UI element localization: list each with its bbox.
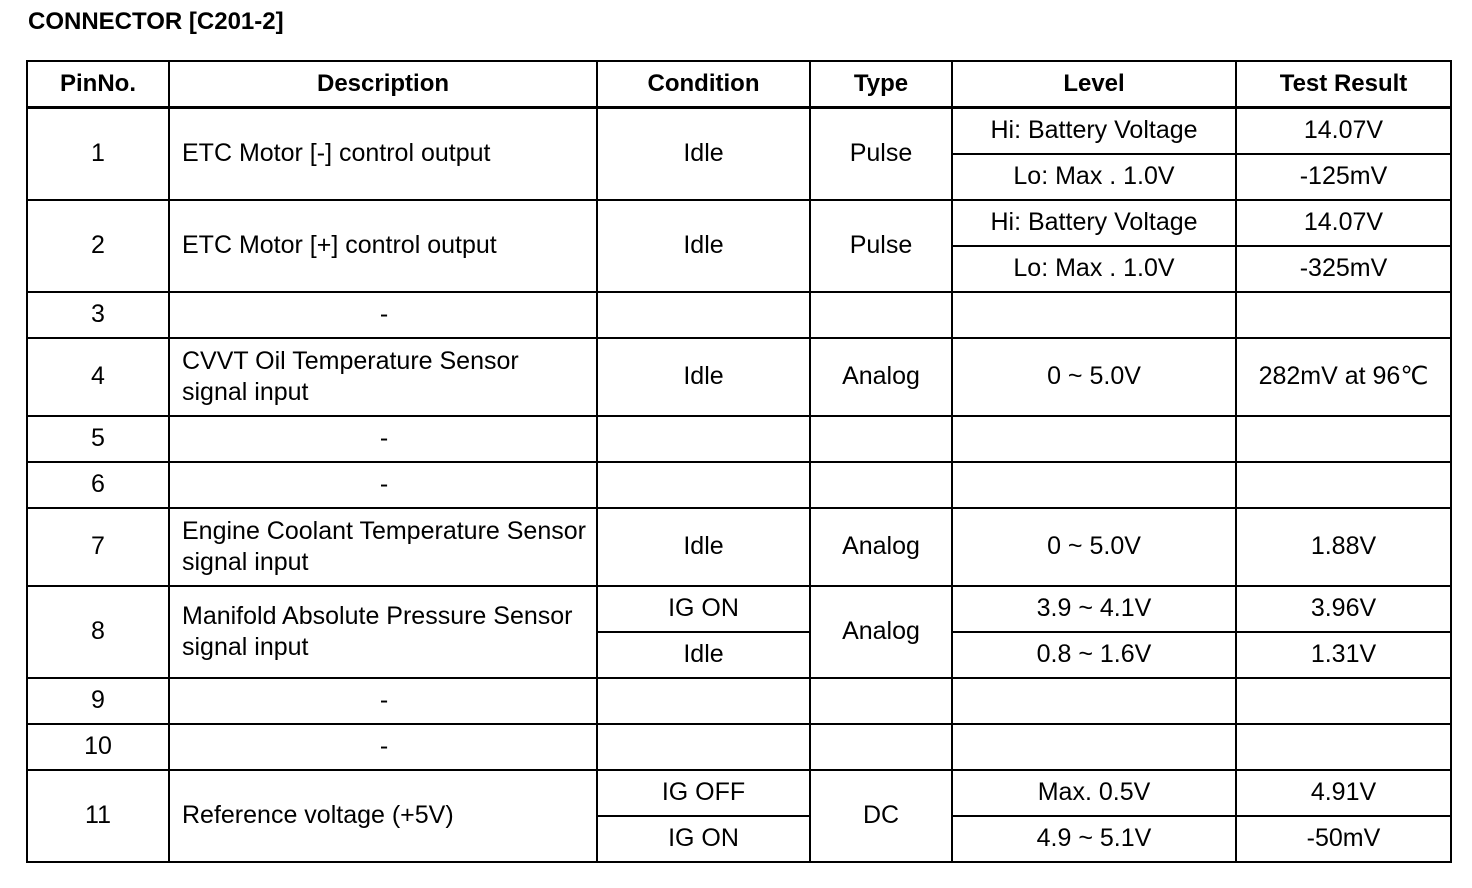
pin-condition: [597, 678, 810, 724]
pin-condition: IG ON: [597, 816, 810, 862]
connector-pin-table: [26, 60, 1452, 863]
pin-number: 9: [27, 678, 169, 724]
pin-number: 10: [27, 724, 169, 770]
table-row: [27, 108, 1451, 155]
pin-number: 1: [27, 108, 169, 201]
pin-level: 0.8 ~ 1.6V: [952, 632, 1236, 678]
table-row: [27, 586, 1451, 632]
pin-condition: [597, 292, 810, 338]
pin-type: [810, 292, 952, 338]
pin-test-result: [1236, 678, 1451, 724]
pin-description: -: [169, 724, 597, 770]
pin-test-result: -125mV: [1236, 154, 1451, 200]
table-row: [27, 508, 1451, 586]
pin-type: Analog: [810, 338, 952, 416]
pin-description: Reference voltage (+5V): [169, 770, 597, 862]
pin-test-result: -325mV: [1236, 246, 1451, 292]
pin-level: 0 ~ 5.0V: [952, 508, 1236, 586]
pin-level: Lo: Max . 1.0V: [952, 154, 1236, 200]
pin-condition: Idle: [597, 108, 810, 201]
pin-type: [810, 678, 952, 724]
pin-condition: [597, 416, 810, 462]
pin-test-result: [1236, 416, 1451, 462]
pin-description: CVVT Oil Temperature Sensor signal input: [169, 338, 597, 416]
pin-level: 4.9 ~ 5.1V: [952, 816, 1236, 862]
pin-condition: Idle: [597, 200, 810, 292]
pin-description: Engine Coolant Temperature Sensor signal input: [169, 508, 597, 586]
pin-level: [952, 292, 1236, 338]
pin-test-result: 1.88V: [1236, 508, 1451, 586]
pin-condition: IG ON: [597, 586, 810, 632]
header-level: Level: [952, 61, 1236, 108]
pin-level: Hi: Battery Voltage: [952, 108, 1236, 155]
pin-level: [952, 462, 1236, 508]
pin-description: ETC Motor [+] control output: [169, 200, 597, 292]
table-row: [27, 462, 1451, 508]
pin-type: DC: [810, 770, 952, 862]
header-condition: Condition: [597, 61, 810, 108]
table-row: [27, 292, 1451, 338]
pin-level: 0 ~ 5.0V: [952, 338, 1236, 416]
pin-description: -: [169, 462, 597, 508]
pin-description: -: [169, 416, 597, 462]
pin-test-result: [1236, 724, 1451, 770]
pin-test-result: 282mV at 96℃: [1236, 338, 1451, 416]
pin-number: 3: [27, 292, 169, 338]
pin-description: Manifold Absolute Pressure Sensor signal input: [169, 586, 597, 678]
pin-number: 6: [27, 462, 169, 508]
pin-number: 7: [27, 508, 169, 586]
table-row: [27, 724, 1451, 770]
pin-test-result: 4.91V: [1236, 770, 1451, 816]
pin-level: Max. 0.5V: [952, 770, 1236, 816]
pin-condition: Idle: [597, 508, 810, 586]
pin-type: Analog: [810, 586, 952, 678]
table-row: [27, 678, 1451, 724]
pin-condition: IG OFF: [597, 770, 810, 816]
header-pin-no: PinNo.: [27, 61, 169, 108]
pin-condition: Idle: [597, 338, 810, 416]
table-row: [27, 338, 1451, 416]
pin-condition: Idle: [597, 632, 810, 678]
pin-level: 3.9 ~ 4.1V: [952, 586, 1236, 632]
pin-level: Hi: Battery Voltage: [952, 200, 1236, 246]
pin-number: 5: [27, 416, 169, 462]
pin-test-result: [1236, 462, 1451, 508]
pin-type: Pulse: [810, 200, 952, 292]
table-header-row: [27, 61, 1451, 108]
pin-level: [952, 678, 1236, 724]
table-row: [27, 416, 1451, 462]
pin-description: -: [169, 678, 597, 724]
header-type: Type: [810, 61, 952, 108]
pin-test-result: -50mV: [1236, 816, 1451, 862]
pin-test-result: [1236, 292, 1451, 338]
pin-description: -: [169, 292, 597, 338]
pin-test-result: 3.96V: [1236, 586, 1451, 632]
pin-type: Analog: [810, 508, 952, 586]
pin-number: 4: [27, 338, 169, 416]
header-test-result: Test Result: [1236, 61, 1451, 108]
header-description: Description: [169, 61, 597, 108]
pin-description: ETC Motor [-] control output: [169, 108, 597, 201]
table-row: [27, 770, 1451, 816]
pin-condition: [597, 724, 810, 770]
pin-level: Lo: Max . 1.0V: [952, 246, 1236, 292]
pin-type: [810, 416, 952, 462]
pin-type: [810, 724, 952, 770]
pin-level: [952, 724, 1236, 770]
pin-level: [952, 416, 1236, 462]
connector-title: CONNECTOR [C201-2]: [28, 8, 284, 35]
table-row: [27, 200, 1451, 246]
pin-test-result: 14.07V: [1236, 200, 1451, 246]
pin-type: [810, 462, 952, 508]
pin-number: 8: [27, 586, 169, 678]
pin-number: 11: [27, 770, 169, 862]
pin-number: 2: [27, 200, 169, 292]
pin-test-result: 14.07V: [1236, 108, 1451, 155]
pin-condition: [597, 462, 810, 508]
pin-type: Pulse: [810, 108, 952, 201]
pin-test-result: 1.31V: [1236, 632, 1451, 678]
